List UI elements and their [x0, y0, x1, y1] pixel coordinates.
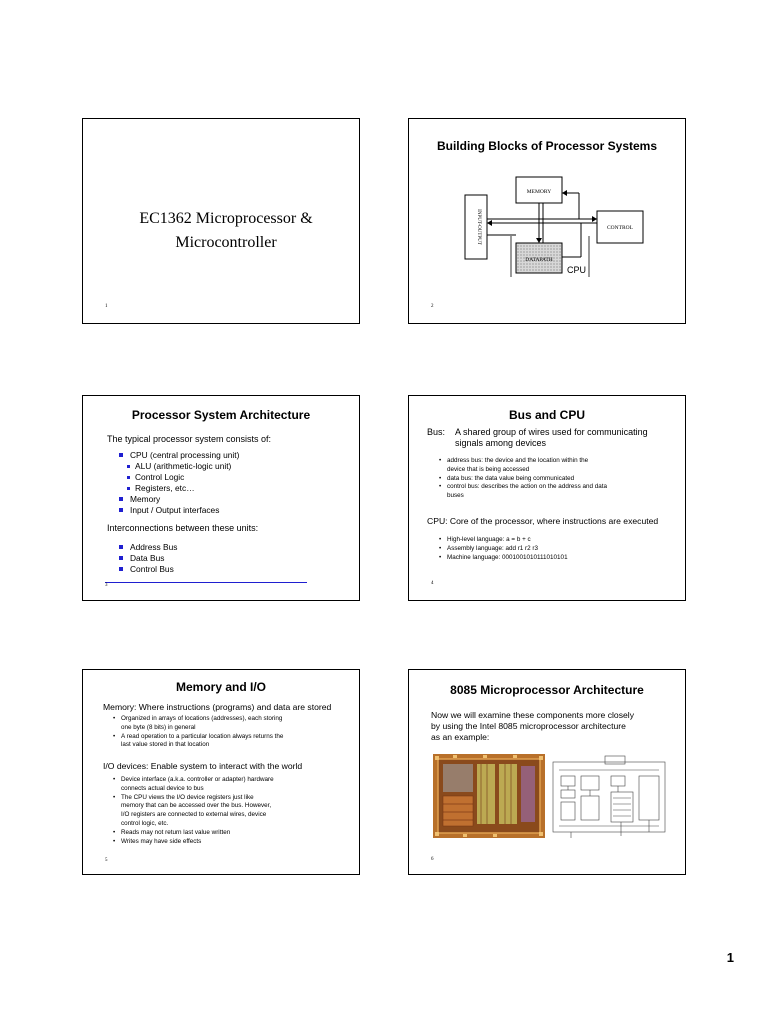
list-item: Memory	[119, 494, 160, 505]
list-item: Registers, etc…	[127, 483, 195, 494]
slide-1	[82, 118, 360, 324]
slide-number: 3	[105, 583, 108, 588]
memory-definition: Memory: Where instructions (programs) and data are stored	[103, 702, 332, 712]
divider	[105, 582, 307, 583]
list-item: Address Bus	[119, 542, 177, 553]
bus-label: Bus:	[427, 427, 446, 437]
io-block	[465, 195, 487, 259]
list-item: Control Bus	[119, 564, 174, 575]
slide-number: 2	[431, 304, 434, 309]
cpu-label: CPU	[567, 265, 587, 275]
slide-2	[408, 118, 686, 324]
list-item: Control Logic	[127, 472, 184, 483]
intro-text: The typical processor system consists of:	[107, 434, 272, 444]
slide-6	[408, 669, 686, 875]
slide-number: 5	[105, 858, 108, 863]
chip-die-photo	[433, 754, 545, 838]
architecture-diagram	[551, 752, 669, 840]
slide-2-title: Building Blocks of Processor Systems	[436, 139, 658, 153]
slide-6-title: 8085 Microprocessor Architecture	[450, 683, 644, 697]
processor-block-diagram	[409, 119, 687, 325]
bus-list: • address bus: the device and the location within the device that is being accessed • data bus: the data value being communicated • control bus: describes the action on the address and data buses	[439, 457, 607, 500]
intro-text: Now we will examine these components more closely by using the Intel 8085 microprocessor architecture as an example:	[431, 710, 634, 742]
list-item: Input / Output interfaces	[119, 505, 219, 516]
slide-3-title: Processor System Architecture	[131, 408, 311, 422]
list-item: ALU (arithmetic-logic unit)	[127, 461, 231, 472]
slide-number: 6	[431, 857, 434, 862]
bus-definition: A shared group of wires used for communicating signals among devices	[455, 427, 648, 448]
title-line-1: EC1362 Microprocessor &	[139, 210, 313, 227]
slide-number: 1	[105, 304, 108, 309]
slide-4-title: Bus and CPU	[508, 408, 585, 422]
slide-1-title	[111, 207, 341, 255]
io-definition: I/O devices: Enable system to interact with the world	[103, 761, 303, 771]
cpu-definition: CPU: Core of the processor, where instructions are executed	[427, 516, 659, 526]
memory-list: • Organized in arrays of locations (addresses), each storing one byte (8 bits) in general • A read operation to a particular location always returns the last value stored in that location	[113, 715, 284, 749]
datapath-label: DATAPATH	[525, 257, 553, 263]
slide-number: 4	[431, 581, 434, 586]
page-number: 1	[726, 950, 734, 965]
slide-5-title: Memory and I/O	[175, 680, 267, 694]
slide-3	[82, 395, 360, 601]
control-label: CONTROL	[607, 225, 633, 231]
slide-4	[408, 395, 686, 601]
cpu-list: • High-level language: a = b + c • Assembly language: add r1 r2 r3 • Machine language: 0001001010111010101	[439, 536, 568, 561]
list-item: Data Bus	[119, 553, 164, 564]
list-item: CPU (central processing unit)	[119, 450, 239, 461]
title-line-2: Microcontroller	[175, 234, 277, 251]
interconnect-text: Interconnections between these units:	[107, 523, 259, 533]
memory-label: MEMORY	[526, 189, 552, 195]
slide-5	[82, 669, 360, 875]
io-list: • Device interface (a.k.a. controller or adapter) hardware connects actual device to bus • The CPU views the I/O device registers just like memory that can be accessed over the bus. However, I/O registers are connected to external wires, device control logic, etc. • Reads may not return last value written • Writes may have side effects	[113, 776, 274, 845]
io-label: INPUT-OUTPUT	[476, 209, 481, 245]
